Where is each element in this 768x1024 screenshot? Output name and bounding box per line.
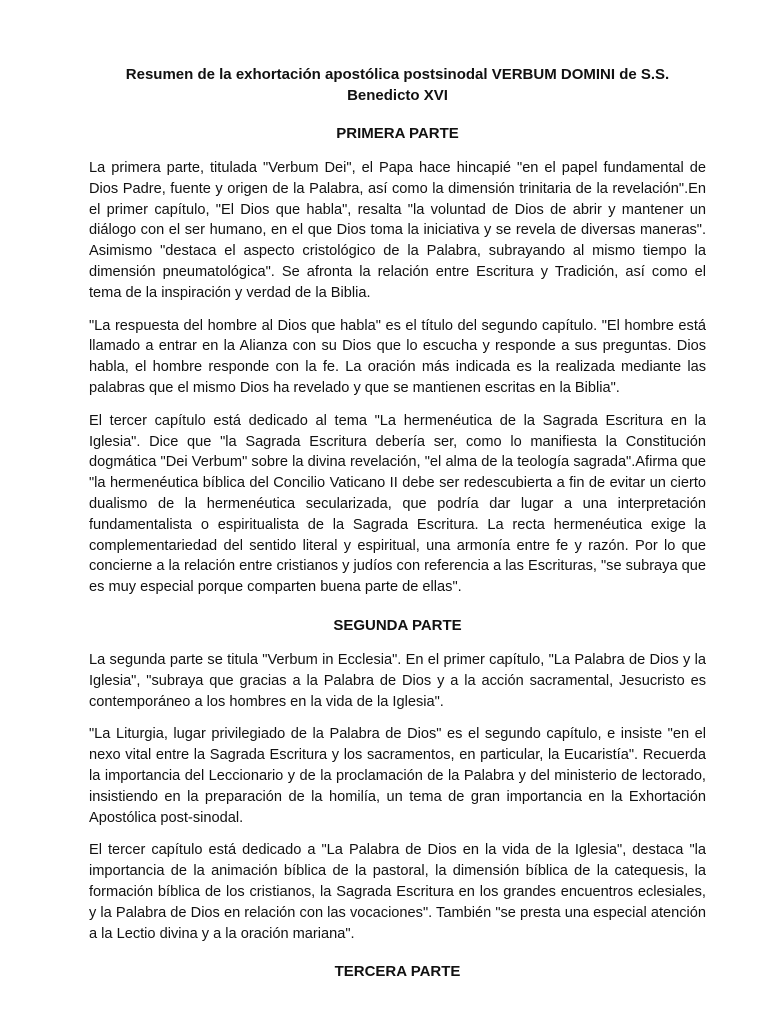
section-heading-tercera-parte: TERCERA PARTE	[334, 963, 461, 981]
paragraph: "La respuesta del hombre al Dios que habla" es el título del segundo capítulo. "El hombre está llamado a entrar en la Alianza con su Dios que lo escucha y responde a sus preguntas. Dios habla, el hombre responde con la fe. La oración más indicada es la realizada mediante las palabras que el mismo Dios ha revelado y que se mantienen escritas en la Biblia".	[89, 317, 706, 396]
paragraph: La primera parte, titulada "Verbum Dei", el Papa hace hincapié "en el papel fundamental de Dios Padre, fuente y origen de la Palabra, así como la dimensión trinitaria de la revelación".En el primer capítulo, "El Dios que habla", resalta "la voluntad de Dios de abrir y mantener un diálogo con el ser humano, en el que Dios toma la iniciativa y se revela de diversas maneras". Asimismo "destaca el aspecto cristológico de la Palabra, subrayando al mismo tiempo la dimensión pneumatológica". Se afronta la relación entre Escritura y Tradición, así como el tema de la inspiración y verdad de la Biblia.	[89, 160, 706, 301]
document-title-line-1: Resumen de la exhortación apostólica postsinodal VERBUM DOMINI de S.S.	[125, 66, 670, 83]
paragraph: La segunda parte se titula "Verbum in Ecclesia". En el primer capítulo, "La Palabra de Dios y la Iglesia", "subraya que gracias a la Palabra de Dios y a la acción sacramental, Jesucristo es contemporáneo a los hombres en la vida de la Iglesia".	[89, 651, 706, 710]
document-title	[89, 64, 706, 106]
section-heading-primera-parte: PRIMERA PARTE	[336, 125, 459, 142]
document-page	[89, 64, 706, 996]
paragraph: "La Liturgia, lugar privilegiado de la Palabra de Dios" es el segundo capítulo, e insiste "en el nexo vital entre la Sagrada Escritura y los sacramentos, en particular, la Eucaristía". Recuerda la importancia del Leccionario y de la proclamación de la Palabra y del ministerio de lectorado, insistiendo en la preparación de la homilía, un tema de gran importancia en la Exhortación Apostólica post-sinodal.	[89, 726, 706, 826]
paragraph: El tercer capítulo está dedicado a "La Palabra de Dios en la vida de la Iglesia", destaca "la importancia de la animación bíblica de la pastoral, la dimensión bíblica de la catequesis, la formación bíblica de los cristianos, la Sagrada Escritura en los grandes encuentros eclesiales, y la Palabra de Dios en relación con las vocaciones". También "se presta una especial atención a la Lectio divina y a la oración mariana".	[89, 842, 706, 942]
paragraph: El tercer capítulo está dedicado al tema "La hermenéutica de la Sagrada Escritura en la Iglesia". Dice que "la Sagrada Escritura debería ser, como lo manifiesta la Constitución dogmática "Dei Verbum" sobre la divina revelación, "el alma de la teología sagrada".Afirma que "la hermenéutica bíblica del Concilio Vaticano II debe ser redescubierta a fin de evitar un cierto dualismo de la hermenéutica secularizada, que podría dar lugar a una interpretación fundamentalista o espiritualista de la Sagrada Escritura. La recta hermenéutica exige la complementariedad del sentido literal y espiritual, una armonía entre fe y razón. Por lo que concierne a la relación entre cristianos y judíos con referencia a las Escrituras, "se subraya que es muy especial porque comparten buena parte de ellas".	[89, 412, 706, 596]
document-title-line-2: Benedicto XVI	[347, 87, 448, 104]
section-heading-segunda-parte: SEGUNDA PARTE	[333, 616, 462, 634]
